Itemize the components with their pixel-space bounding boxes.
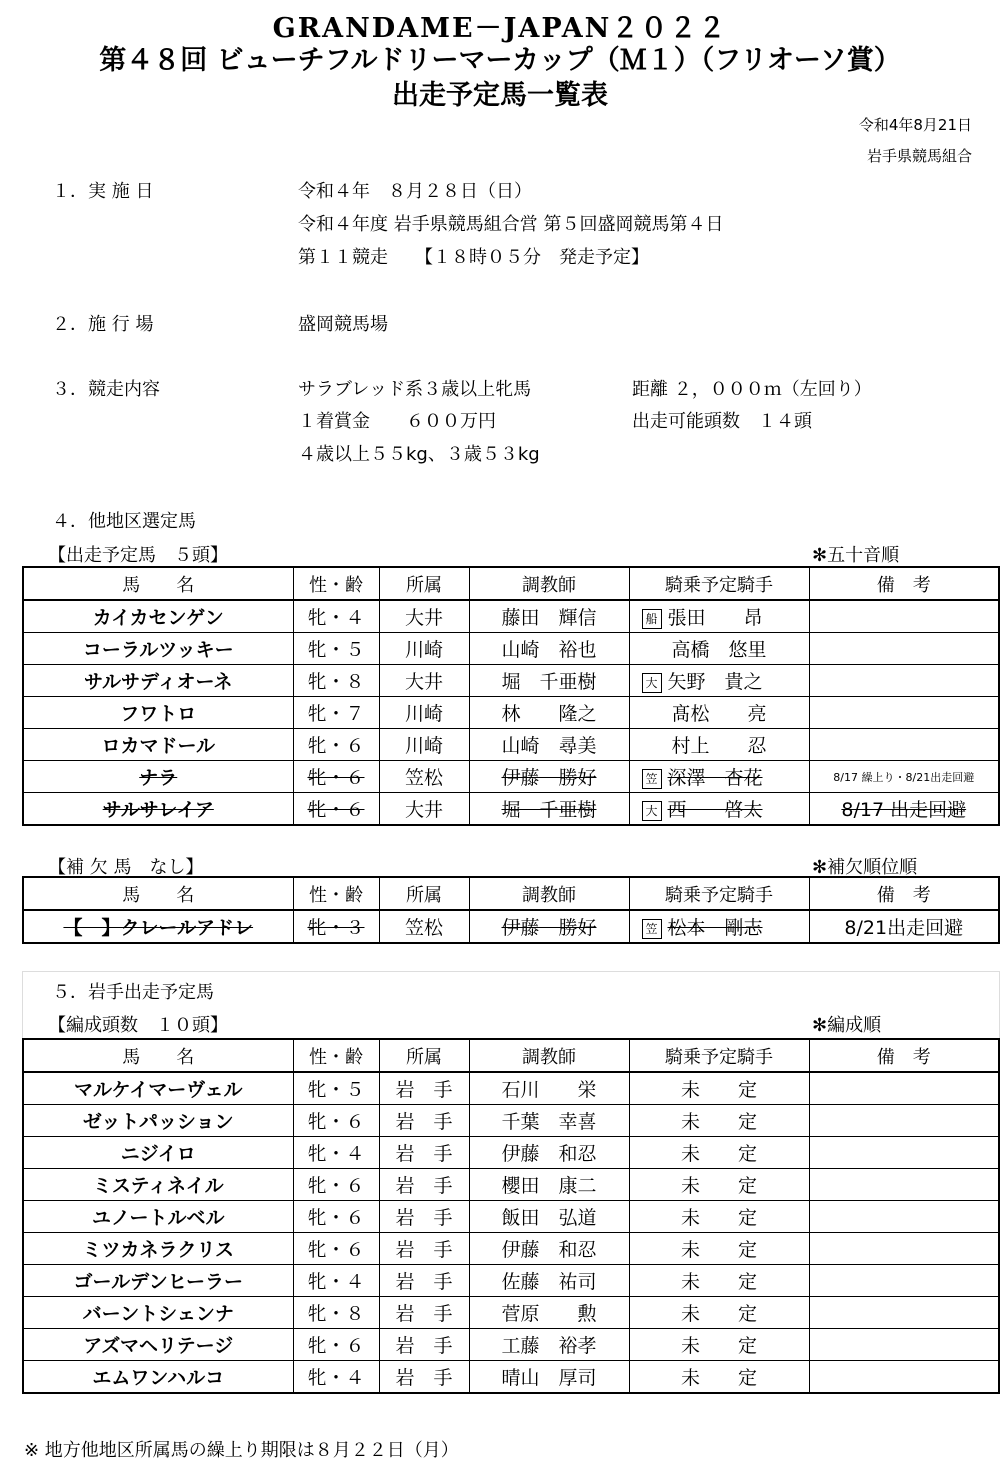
sex-age: 牝・４ bbox=[293, 1265, 379, 1297]
sex-age-header: 性・齢 bbox=[293, 877, 379, 910]
horse-name-header: 馬 名 bbox=[23, 877, 293, 910]
sex-age: 牝・６ bbox=[293, 1105, 379, 1137]
sex-age: 牝・５ bbox=[293, 633, 379, 665]
jockey-name: 未 定 bbox=[680, 1079, 757, 1101]
jockey-name: 未 定 bbox=[680, 1271, 757, 1293]
table-row bbox=[23, 633, 999, 665]
table-row bbox=[23, 729, 999, 761]
sex-age: 牝・８ bbox=[293, 665, 379, 697]
table-row bbox=[23, 793, 999, 826]
horse-name: ユノートルベル bbox=[23, 1201, 293, 1233]
reserve-caption: 【補 欠 馬 なし】 bbox=[48, 857, 204, 878]
trainer: 山崎 裕也 bbox=[469, 633, 629, 665]
jockey-name: 未 定 bbox=[680, 1239, 757, 1261]
trainer: 堀 千亜樹 bbox=[469, 793, 629, 826]
horse-name: フワトロ bbox=[23, 697, 293, 729]
table-row bbox=[23, 910, 999, 943]
trainer: 晴山 厚司 bbox=[469, 1361, 629, 1394]
horse-name: ニジイロ bbox=[23, 1137, 293, 1169]
horse-name: マルケイマーヴェル bbox=[23, 1072, 293, 1105]
title-line1: GRANDAME－JAPAN２０２２ bbox=[272, 13, 728, 44]
trainer: 櫻田 康二 bbox=[469, 1169, 629, 1201]
trainer: 伊藤 和忍 bbox=[469, 1233, 629, 1265]
affiliation: 笠松 bbox=[379, 761, 469, 793]
affiliation: 岩 手 bbox=[379, 1169, 469, 1201]
horse-name: カイカセンゲン bbox=[23, 600, 293, 633]
table-row bbox=[23, 1329, 999, 1361]
remarks: 8/21出走回避 bbox=[809, 910, 999, 943]
table-header-row bbox=[23, 877, 999, 910]
table-row bbox=[23, 600, 999, 633]
sex-age: 牝・６ bbox=[293, 1169, 379, 1201]
license-badge: 大 bbox=[642, 673, 662, 693]
iwate-table bbox=[22, 1038, 1000, 1394]
sex-age: 牝・４ bbox=[293, 600, 379, 633]
table-row bbox=[23, 697, 999, 729]
jockey-cell bbox=[629, 1201, 809, 1233]
prize-money: １着賞金 ６００万円 bbox=[298, 411, 496, 432]
affiliation: 岩 手 bbox=[379, 1297, 469, 1329]
remarks bbox=[809, 665, 999, 697]
affiliation: 岩 手 bbox=[379, 1105, 469, 1137]
sex-age: 牝・６ bbox=[293, 729, 379, 761]
title-line2: 第４８回 ビューチフルドリーマーカップ（Ｍ１）（フリオーソ賞） bbox=[99, 45, 901, 76]
sex-age: 牝・６ bbox=[293, 761, 379, 793]
section1-label: １．実 施 日 bbox=[52, 181, 154, 202]
remarks bbox=[809, 1361, 999, 1394]
jockey-name: 張田 昂 bbox=[667, 607, 763, 629]
sex-age-header: 性・齢 bbox=[293, 1039, 379, 1072]
remarks bbox=[809, 1072, 999, 1105]
jockey-name: 未 定 bbox=[680, 1175, 757, 1197]
jockey-name: 髙松 亮 bbox=[671, 703, 767, 725]
trainer-header: 調教師 bbox=[469, 1039, 629, 1072]
table-row bbox=[23, 1361, 999, 1394]
footer-note: ※ 地方他地区所属馬の繰上り期限は８月２２日（月） bbox=[24, 1440, 459, 1461]
license-badge: 笠 bbox=[642, 769, 662, 789]
horse-name: ミスティネイル bbox=[23, 1169, 293, 1201]
issue-date: 令和4年8月21日 bbox=[858, 116, 972, 134]
jockey-cell bbox=[629, 1329, 809, 1361]
sex-age: 牝・６ bbox=[293, 1201, 379, 1233]
trainer: 山崎 尋美 bbox=[469, 729, 629, 761]
trainer: 林 隆之 bbox=[469, 697, 629, 729]
jockey-header: 騎乗予定騎手 bbox=[629, 1039, 809, 1072]
iwate-order: ✻編成順 bbox=[812, 1015, 882, 1036]
table-row bbox=[23, 1137, 999, 1169]
jockey-cell bbox=[629, 1137, 809, 1169]
affiliation: 大井 bbox=[379, 665, 469, 697]
jockey-name: 深澤 杏花 bbox=[667, 767, 763, 789]
jockey-cell bbox=[629, 1072, 809, 1105]
jockey-cell bbox=[629, 1265, 809, 1297]
affiliation: 大井 bbox=[379, 793, 469, 826]
affiliation: 岩 手 bbox=[379, 1201, 469, 1233]
sex-age: 牝・６ bbox=[293, 1233, 379, 1265]
title-line3: 出走予定馬一覧表 bbox=[392, 80, 608, 111]
issuer: 岩手県競馬組合 bbox=[866, 147, 972, 165]
remarks-header: 備 考 bbox=[809, 567, 999, 600]
table-header-row bbox=[23, 1039, 999, 1072]
horse-name: バーントシェンナ bbox=[23, 1297, 293, 1329]
affiliation: 岩 手 bbox=[379, 1329, 469, 1361]
remarks bbox=[809, 1105, 999, 1137]
horse-name-header: 馬 名 bbox=[23, 1039, 293, 1072]
jockey-name: 村上 忍 bbox=[671, 735, 767, 757]
affiliation: 岩 手 bbox=[379, 1233, 469, 1265]
sex-age: 牝・７ bbox=[293, 697, 379, 729]
trainer: 伊藤 勝好 bbox=[469, 910, 629, 943]
section4-label: ４．他地区選定馬 bbox=[52, 511, 196, 532]
race-class: サラブレッド系３歳以上牝馬 bbox=[298, 379, 532, 400]
jockey-header: 騎乗予定騎手 bbox=[629, 877, 809, 910]
table-row bbox=[23, 1233, 999, 1265]
trainer: 石川 栄 bbox=[469, 1072, 629, 1105]
jockey-name: 西 啓太 bbox=[667, 799, 763, 821]
affiliation: 川崎 bbox=[379, 729, 469, 761]
remarks bbox=[809, 1137, 999, 1169]
venue: 盛岡競馬場 bbox=[298, 314, 388, 335]
jockey-name: 未 定 bbox=[680, 1111, 757, 1133]
trainer-header: 調教師 bbox=[469, 567, 629, 600]
reserve-order: ✻補欠順位順 bbox=[812, 857, 918, 878]
sex-age: 牝・５ bbox=[293, 1072, 379, 1105]
jockey-name: 未 定 bbox=[680, 1303, 757, 1325]
trainer: 千葉 幸喜 bbox=[469, 1105, 629, 1137]
remarks-header: 備 考 bbox=[809, 1039, 999, 1072]
trainer: 飯田 弘道 bbox=[469, 1201, 629, 1233]
horse-name: ミツカネラクリス bbox=[23, 1233, 293, 1265]
jockey-cell bbox=[629, 1361, 809, 1394]
sex-age: 牝・３ bbox=[293, 910, 379, 943]
affiliation-header: 所属 bbox=[379, 567, 469, 600]
table-row bbox=[23, 1105, 999, 1137]
jockey-cell bbox=[629, 1105, 809, 1137]
affiliation: 岩 手 bbox=[379, 1072, 469, 1105]
other-caption: 【出走予定馬 ５頭】 bbox=[48, 545, 228, 566]
horse-name: エムワンハルコ bbox=[23, 1361, 293, 1394]
jockey-cell bbox=[629, 600, 809, 633]
trainer: 菅原 勲 bbox=[469, 1297, 629, 1329]
jockey-cell bbox=[629, 633, 809, 665]
remarks bbox=[809, 1169, 999, 1201]
jockey-name: 未 定 bbox=[680, 1335, 757, 1357]
jockey-cell bbox=[629, 910, 809, 943]
horse-name: サルサレイア bbox=[23, 793, 293, 826]
table-row bbox=[23, 1072, 999, 1105]
horse-name: ゼットパッション bbox=[23, 1105, 293, 1137]
section2-label: ２．施 行 場 bbox=[52, 314, 154, 335]
affiliation-header: 所属 bbox=[379, 1039, 469, 1072]
section1-line1: 令和４年 ８月２８日（日） bbox=[298, 181, 532, 202]
table-row bbox=[23, 665, 999, 697]
affiliation-header: 所属 bbox=[379, 877, 469, 910]
horse-name: ゴールデンヒーラー bbox=[23, 1265, 293, 1297]
horse-name: サルサディオーネ bbox=[23, 665, 293, 697]
section5-label: ５．岩手出走予定馬 bbox=[52, 982, 214, 1003]
table-row bbox=[23, 1297, 999, 1329]
max-runners: 出走可能頭数 １４頭 bbox=[632, 411, 812, 432]
sex-age: 牝・４ bbox=[293, 1137, 379, 1169]
remarks: 8/17 出走回避 bbox=[809, 793, 999, 826]
jockey-name: 矢野 貴之 bbox=[667, 671, 763, 693]
other-order: ✻五十音順 bbox=[812, 545, 900, 566]
license-badge: 船 bbox=[642, 609, 662, 629]
trainer-header: 調教師 bbox=[469, 877, 629, 910]
affiliation: 岩 手 bbox=[379, 1137, 469, 1169]
license-badge: 大 bbox=[642, 801, 662, 821]
table-row bbox=[23, 1169, 999, 1201]
horse-name: ナラ bbox=[23, 761, 293, 793]
jockey-cell bbox=[629, 665, 809, 697]
horse-name: コーラルツッキー bbox=[23, 633, 293, 665]
horse-name: アズマヘリテージ bbox=[23, 1329, 293, 1361]
jockey-cell bbox=[629, 1169, 809, 1201]
remarks bbox=[809, 729, 999, 761]
table-row bbox=[23, 761, 999, 793]
reserve-table bbox=[22, 876, 1000, 944]
table-row bbox=[23, 1201, 999, 1233]
trainer: 伊藤 勝好 bbox=[469, 761, 629, 793]
jockey-name: 未 定 bbox=[680, 1143, 757, 1165]
table-header-row bbox=[23, 567, 999, 600]
remarks bbox=[809, 1297, 999, 1329]
section3-label: ３．競走内容 bbox=[52, 379, 160, 400]
sex-age: 牝・６ bbox=[293, 793, 379, 826]
section1-line3: 第１１競走 【１８時０５分 発走予定】 bbox=[298, 247, 649, 268]
horse-name: 【 】クレールアドレ bbox=[23, 910, 293, 943]
jockey-name: 松本 剛志 bbox=[667, 917, 763, 939]
affiliation: 大井 bbox=[379, 600, 469, 633]
remarks: 8/17 繰上り・8/21出走回避 bbox=[809, 761, 999, 793]
horse-name: ロカマドール bbox=[23, 729, 293, 761]
table-row bbox=[23, 1265, 999, 1297]
jockey-cell bbox=[629, 697, 809, 729]
jockey-cell bbox=[629, 1297, 809, 1329]
trainer: 伊藤 和忍 bbox=[469, 1137, 629, 1169]
jockey-name: 未 定 bbox=[680, 1367, 757, 1389]
remarks bbox=[809, 697, 999, 729]
iwate-caption: 【編成頭数 １０頭】 bbox=[48, 1015, 228, 1036]
affiliation: 川崎 bbox=[379, 633, 469, 665]
sex-age-header: 性・齢 bbox=[293, 567, 379, 600]
remarks bbox=[809, 1329, 999, 1361]
remarks bbox=[809, 1201, 999, 1233]
affiliation: 岩 手 bbox=[379, 1361, 469, 1394]
sex-age: 牝・４ bbox=[293, 1361, 379, 1394]
trainer: 佐藤 祐司 bbox=[469, 1265, 629, 1297]
jockey-name: 未 定 bbox=[680, 1207, 757, 1229]
affiliation: 岩 手 bbox=[379, 1265, 469, 1297]
jockey-cell bbox=[629, 1233, 809, 1265]
trainer: 工藤 裕孝 bbox=[469, 1329, 629, 1361]
horse-name-header: 馬 名 bbox=[23, 567, 293, 600]
jockey-header: 騎乗予定騎手 bbox=[629, 567, 809, 600]
section1-line2: 令和４年度 岩手県競馬組合営 第５回盛岡競馬第４日 bbox=[298, 214, 724, 235]
sex-age: 牝・８ bbox=[293, 1297, 379, 1329]
jockey-cell bbox=[629, 729, 809, 761]
remarks-header: 備 考 bbox=[809, 877, 999, 910]
remarks bbox=[809, 1233, 999, 1265]
remarks bbox=[809, 600, 999, 633]
jockey-cell bbox=[629, 761, 809, 793]
trainer: 藤田 輝信 bbox=[469, 600, 629, 633]
affiliation: 笠松 bbox=[379, 910, 469, 943]
weights: ４歳以上５５kg、３歳５３kg bbox=[298, 444, 540, 465]
trainer: 堀 千亜樹 bbox=[469, 665, 629, 697]
remarks bbox=[809, 1265, 999, 1297]
license-badge: 笠 bbox=[642, 919, 662, 939]
remarks bbox=[809, 633, 999, 665]
jockey-cell bbox=[629, 793, 809, 826]
race-distance: 距離 ２，０００ｍ（左回り） bbox=[632, 379, 872, 400]
sex-age: 牝・６ bbox=[293, 1329, 379, 1361]
other-region-table bbox=[22, 566, 1000, 826]
jockey-name: 高橋 悠里 bbox=[671, 639, 767, 661]
affiliation: 川崎 bbox=[379, 697, 469, 729]
